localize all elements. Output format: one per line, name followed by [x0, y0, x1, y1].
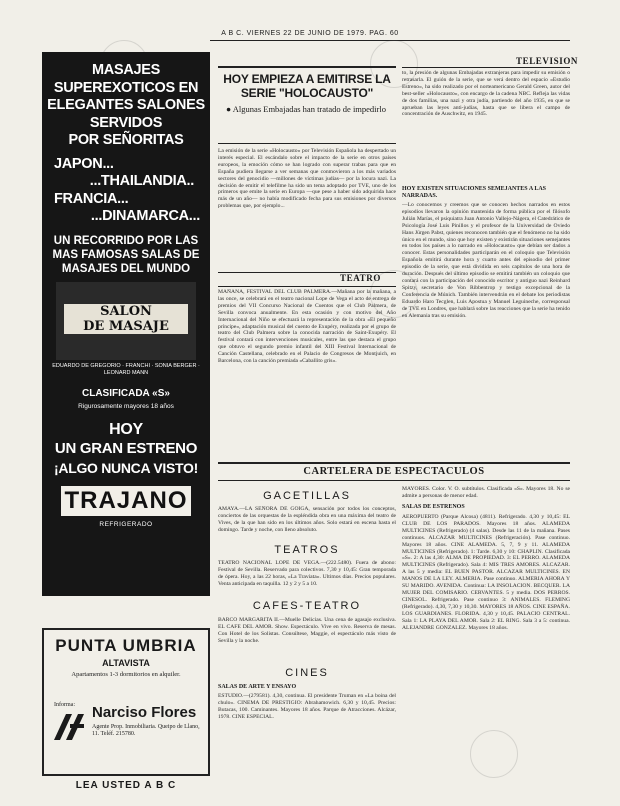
cines-title: CINES — [285, 667, 329, 679]
cartelera-right-top: MAYORES. Color. V. O. subtítulos. Clasificada «S». Mayores 18. No se admite a personas de menor edad. — [402, 486, 570, 499]
television-rule — [402, 67, 570, 68]
teatros-body: TEATRO NACIONAL LOPE DE VEGA.—(222.5480). Fuera de abono: Festival de Sevilla. Reservado para colectivos. 7,30 y 10,45: Gran temporada de ópera. Hoy, a las 22 horas, «La Traviata». Ultimos días. Precios populares. Venta anticipada en taquilla. 12 y 2 y 5 a 10. — [218, 560, 396, 587]
ad-credits: EDUARDO DE GREGORIO · FRANCHI · SONIA BERGER · LEONARD MANN — [52, 362, 200, 376]
salas-arte-label: SALAS DE ARTE Y ENSAYO — [218, 684, 297, 690]
cines-body: ESTUDIO.—(279581). 4,30, continua. El presidente Truman en «La boina del chulo». CINEMA DE PRESTIGIO: Abrahamowich. 6,30 y 10,45. Precios: Butacas, 100. Caminantes. Mayores 18 años. Parque de Atracciones. Alcázar, 1978. CINE ESPECIAL. — [218, 693, 396, 720]
holocausto-subhead — [226, 104, 390, 114]
cartelera-rule — [218, 462, 570, 464]
teatro-body: MAÑANA, FESTIVAL DEL CLUB PALMERA.—Mañana por la mañana, a las once, se celebrará en el teatro nacional Lope de Vega el acto de entrega de premios del VII Concurso Nacional de Cuentos que el Club Palmera, de Sevilla convoca anualmente. En esta ocasión y con motivo del Año Internacional del Niño se efectuará la representación de la obra «El pequeño príncipe», adaptación musical del cuento de Exupéry, realizada por el grupo de teatro del Club Palmera sobre la conocida narración de Saint-Exupéry. El festival contará con intervenciones musicales, entre las que destaca el grupo que obtuvo el segundo premio infantil del XIII Festival Internacional de Canción Castellana, celebrado en el Palacio de Congresos de Montjuich, en Barcelona, con la canción premiada «Caballito gris». — [218, 289, 396, 365]
ad-line-1: MASAJES — [92, 62, 160, 78]
holocausto-headline: HOY EMPIEZA A EMITIRSE LA SERIE "HOLOCAUSTO" — [223, 72, 391, 100]
ad-reserva: Rigurosamente mayores 18 años — [78, 402, 174, 410]
punta-subtitle: ALTAVISTA — [102, 658, 150, 668]
ad-line-2: SUPEREXOTICOS EN — [53, 79, 199, 96]
ad-line-5: POR SEÑORITAS — [68, 132, 184, 148]
punta-description: Apartamentos 1-3 dormitorios en alquiler. — [71, 671, 181, 678]
holocausto-article-header — [218, 66, 396, 144]
ad-tour-1: UN RECORRIDO POR LAS — [53, 234, 199, 247]
television-label: TELEVISION — [516, 56, 579, 66]
salon-title — [64, 304, 188, 334]
punta-umbria-ad — [42, 628, 210, 776]
film-poster-image — [56, 282, 196, 360]
punta-title: PUNTA UMBRIA — [55, 636, 197, 655]
salas-estreno-label: SALAS DE ESTRENOS — [402, 504, 465, 510]
punta-inform-label: Informa: — [54, 702, 75, 708]
ad-tour-3: MASAJES DEL MUNDO — [61, 262, 191, 275]
teatro-label: TEATRO — [340, 273, 381, 283]
ad-line-4: SERVIDOS — [89, 114, 163, 131]
holocausto-subhead-text: Algunas Embajadas han tratado de impedirlo — [232, 104, 386, 114]
cafes-teatro-title: CAFES-TEATRO — [252, 600, 362, 612]
gacetillas-title: GACETILLAS — [263, 490, 351, 502]
page-header: A B C. VIERNES 22 DE JUNIO DE 1979. PAG. 60 — [221, 30, 399, 37]
nf-logo-icon — [52, 712, 86, 742]
cartelera-title: CARTELERA DE ESPECTACULOS — [303, 466, 485, 477]
agent-address: Agente Prop. Inmobiliaria. Queipo de Llano, 11. Teléf. 215780. — [92, 724, 200, 738]
ad-country-japon: JAPON... — [54, 155, 114, 172]
ad-nunca-visto: ¡ALGO NUNCA VISTO! — [54, 459, 198, 476]
salon-title-line-2: DE MASAJE — [83, 318, 169, 334]
massage-film-ad — [42, 52, 210, 596]
ad-line-3: ELEGANTES SALONES — [47, 97, 205, 113]
teatros-title: TEATROS — [274, 544, 340, 556]
ad-country-dinamarca: ...DINAMARCA... — [90, 208, 200, 224]
ad-gran-estreno: UN GRAN ESTRENO — [54, 439, 198, 457]
estrenos-body: AEROPUERTO (Parque Alcosa) (4811). Refrigerado. 4,30 y 10,45: EL CLUB DE LOS PARADOS. Mayores 18 años. ALAMEDA MULTICINES (Refrigerado) (4 salas). Desde las 11 de la mañana. Pases continuos. ALCAZAR MULTICINES (Refrigeración). Pase continuo. Mayores 18 años. CINE ALAMEDA. 5, 7, 9 y 11. ALAMEDA MULTICINES (Refrigerado). 1: Tarde. 6,30 y 10: CHAPLIN. Clasificada «S». 2: A las 4,30: ALMA DE PROPIEDAD. 3: EL PERRO. ALAMEDA MULTICINES (Refrigerado). Sala 4: MIS TRES AMORES. ALCAZAR. A las 5 y media: EL BUEN PASTOR. ALCAZAR MULTICINES. EN MANOS DE LA LEY. ALMERIA. Pase continuo. ALMERIA AHORA Y SU MARIDO. AVENIDA. Continua: LA INSOLACION. BECQUER. LA MUJER DEL COMISARIO. CERVANTES. 5 y media. DOS PERROS. CINESOL. Refrigerado. Pase continuo 3: ANIMALES. FLEMING (Refrigerado). 4,30, 7,30 y 10,30. MAYORES 18 AÑOS. CINE ESPAÑA. LOS GUARDIANES. FLORIDA. 4,30 y 10,45. PALACIO CENTRAL. Sala 1: LA PLAYA DEL AMOR. Sala 2: EL RING. Sala 3 a 5: continua. ALEJANDRE GONZALEZ. Mayores 18 años. — [402, 514, 570, 631]
ad-clasificada: CLASIFICADA «S» — [82, 387, 170, 399]
gacetillas-body: AMAYA.—LA SEÑORA DE GOIGA, sensación por todos los conceptos, conciertos de las orquestas de la espléndida obra en una máxima del teatro de Vives, de la que han sido en los últimos años. Solo estará en escena hasta el domingo. Tarde y noche, con lleno absoluto. — [218, 506, 396, 533]
ad-tour-2: MAS FAMOSAS SALAS DE — [52, 248, 200, 261]
salon-title-line-1: SALON — [100, 303, 152, 319]
lea-abc-footer: LEA USTED A B C — [75, 780, 177, 791]
ad-country-francia: FRANCIA... — [54, 190, 129, 207]
teatro-rule-bottom — [218, 286, 396, 287]
agent-name: Narciso Flores — [92, 704, 197, 721]
ad-hoy: HOY — [109, 420, 143, 438]
television-body-2: —Lo conocemos y creemos que se conocen hechos narrados en estos episodios llevaron la opinión mantenida de forma pública por el filósofo Julián Marías, el psiquiatra Juan Antonio Vallejo-Nágera, el Catedrático de Psicología José Luis Pinillos y el profesor de la Universidad de Oviedo Hans Jürgen Pabst, quienes reconocen también que el fenómeno no ha sido único en el mundo, sino que hoy existen y existirán situaciones semejantes en todos los países a lo narrado en «Holocausto» que debían ser dados a conocer. Estas personalidades participarán en el coloquio que Televisión Española emitirá durante hora y cuarto antes del episodio del primer episodio de la serie, que está dividida en seis capítulos de una hora de duración. Después del último episodio se emitirá también un coloquio que contará con la participación del conocido escritor y antiguo nazi Reinhard Spitzy, secretario de Von Ribbentrop y testigo excepcional de la Conferencia de Múnich. También intervendrán en el debate los periodistas Eduardo Haro Tecglen, Luis Apostua y Manuel Leguineche, corresponsal de TVE en Londres, que hablará sobre las reacciones que la serie ha tenido en Alemania tras su emisión. — [402, 202, 570, 319]
holocausto-body: La emisión de la serie «Holocausto» por Televisión Española ha despertado un interés especial. El escándalo sobre el impacto de la serie en otros países europeos, la emoción cómo se han logrado con superar trabas para que en España pudiera llegarse a ver semanas que conmovieron a los más variados sectores del genocidio —millones de víctimas judías— por la locura nazi. La decisión de emitir el telefilme ha sido un tema adoptado por TVE, uno de los primeros que emite la serie en Europa —que pese a haber sido adquirida hace más de un año— no había modificado fecha para sus emisiones por diversos problemas que, por ejemplo... — [218, 148, 396, 210]
ad-refrigerado: REFRIGERADO — [99, 520, 153, 528]
bullet-icon: ● — [226, 104, 233, 114]
ad-country-thailandia: ...THAILANDIA.. — [89, 173, 194, 189]
trajano-cinema-logo: TRAJANO — [61, 486, 191, 516]
cafes-teatro-body: BARCO MARGARITA II.—Muelle Delicias. Una cena de agasajo exclusiva. EL CAFE DEL AMOR. Show. Espectáculo. Vive en vivo. Reserva de mesas. Con Hotel de los Solistas. Consúltese, Maggie, el espectáculo más visto de Sevilla y la noche. — [218, 617, 396, 644]
television-subhead: HOY EXISTEN SITUACIONES SEMEJANTES A LAS NARRADAS. — [402, 186, 546, 200]
television-body-1: to, la presión de algunas Embajadas extranjeras para impedir su emisión o retrasarla. El guión de la serie, que se verá dentro del espacio «Estudio Estreno», ha sido realizado por el norteamericano Gerald Green, autor del best-seller «Holocausto», con encargo de la cadena NBC. Refleja las vidas de dos familias, una nazi y otra judía, partiendo del año 1935, en que se aprueban las leyes anti-judías, hasta que se libera el campo de concentración de Auschwitz, en 1945. — [402, 70, 570, 118]
cartelera-rule-bottom — [218, 480, 570, 481]
